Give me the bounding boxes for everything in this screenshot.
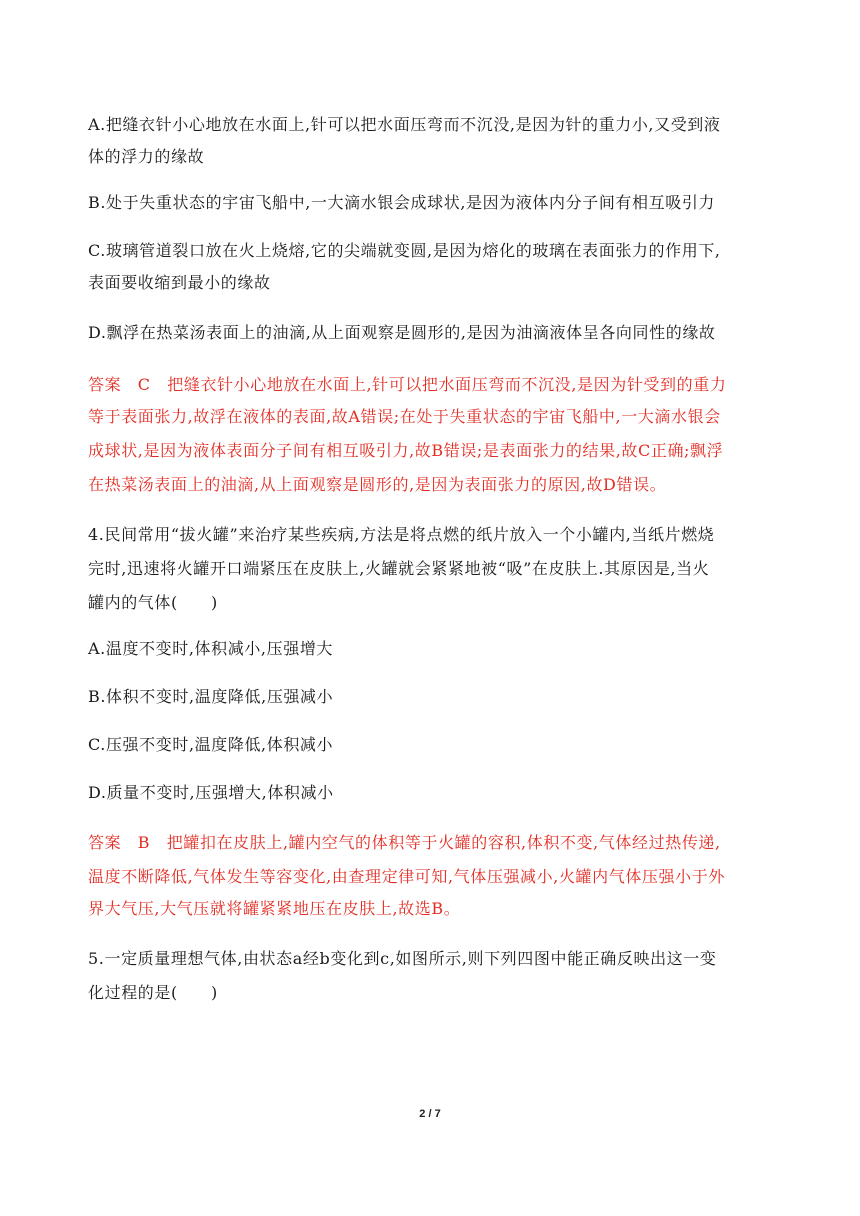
q4-option-a: A.温度不变时,体积减小,压强增大	[88, 639, 334, 658]
q3-answer-line-4: 在热菜汤表面上的油滴,从上面观察是圆形的,是因为表面张力的原因,故D错误。	[88, 475, 667, 494]
q4-stem-line-2: 完时,迅速将火罐开口端紧压在皮肤上,火罐就会紧紧地被“吸”在皮肤上.其原因是,当火	[88, 559, 710, 578]
q4-option-d: D.质量不变时,压强增大,体积减小	[88, 783, 334, 802]
q3-option-b: B.处于失重状态的宇宙飞船中,一大滴水银会成球状,是因为液体内分子间有相互吸引力	[88, 193, 716, 212]
q3-option-d: D.飘浮在热菜汤表面上的油滴,从上面观察是圆形的,是因为油滴液体呈各向同性的缘故	[88, 323, 716, 342]
q4-option-c: C.压强不变时,温度降低,体积减小	[88, 735, 334, 754]
q4-answer-line-1: 答案 B 把罐扣在皮肤上,罐内空气的体积等于火罐的容积,体积不变,气体经过热传递,	[88, 833, 721, 852]
q4-answer-line-2: 温度不断降低,气体发生等容变化,由查理定律可知,气体压强减小,火罐内气体压强小于外	[88, 867, 725, 886]
q4-stem-line-1: 4.民间常用“拔火罐”来治疗某些疾病,方法是将点燃的纸片放入一个小罐内,当纸片燃烧	[88, 525, 715, 544]
q3-option-a-line-1: A.把缝衣针小心地放在水面上,针可以把水面压弯而不沉没,是因为针的重力小,又受到液	[88, 115, 721, 134]
page-number: 2 / 7	[419, 1108, 441, 1120]
q5-stem-line-1: 5.一定质量理想气体,由状态a经b变化到c,如图所示,则下列四图中能正确反映出这一变	[88, 949, 717, 968]
q4-stem-line-3: 罐内的气体( )	[88, 593, 218, 612]
q3-option-c-line-1: C.玻璃管道裂口放在火上烧熔,它的尖端就变圆,是因为熔化的玻璃在表面张力的作用下,	[88, 241, 721, 260]
q4-answer-line-3: 界大气压,大气压就将罐紧紧地压在皮肤上,故选B。	[88, 899, 461, 918]
q4-option-b: B.体积不变时,温度降低,压强减小	[88, 687, 334, 706]
q3-answer-line-1: 答案 C 把缝衣针小心地放在水面上,针可以把水面压弯而不沉没,是因为针受到的重力	[88, 375, 727, 394]
q3-answer-line-3: 成球状,是因为液体表面分子间有相互吸引力,故B错误;是表面张力的结果,故C正确;飘浮	[88, 441, 724, 460]
q5-stem-line-2: 化过程的是( )	[88, 983, 218, 1002]
q3-answer-line-2: 等于表面张力,故浮在液体的表面,故A错误;在处于失重状态的宇宙飞船中,一大滴水银会	[88, 407, 721, 426]
q3-option-a-line-2: 体的浮力的缘故	[88, 147, 205, 166]
q3-option-c-line-2: 表面要收缩到最小的缘故	[88, 273, 271, 292]
